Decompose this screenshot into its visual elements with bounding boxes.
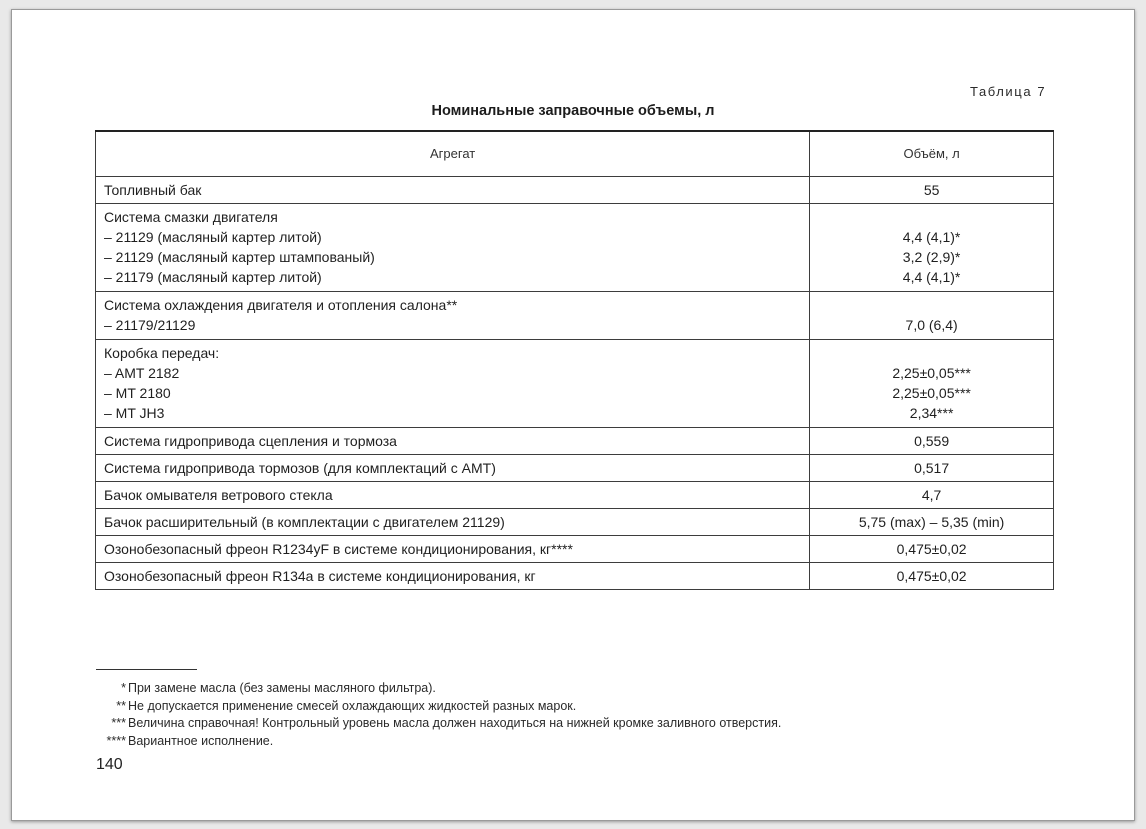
cell-unit [96, 455, 810, 482]
cell-unit [96, 536, 810, 563]
footnote-mark: *** [111, 716, 126, 730]
page-number: 140 [96, 756, 123, 773]
table-label: Таблица 7 [970, 84, 1047, 99]
cell-unit [96, 563, 810, 590]
footnote-mark: **** [106, 733, 126, 748]
cell-line: 4,4 (4,1)* [902, 229, 961, 245]
cell-unit [96, 177, 810, 204]
cell-line: 0,559 [914, 433, 950, 449]
cell-line: Система охлаждения двигателя и отопления салона** [104, 297, 458, 313]
cell-volume [810, 204, 1054, 292]
table-row [96, 177, 1054, 204]
cell-line: – 21129 (масляный картер литой) [104, 229, 322, 245]
table-body [96, 177, 1054, 590]
footnote [96, 715, 781, 733]
cell-line [818, 207, 1045, 227]
cell-unit [96, 340, 810, 428]
cell-line: 2,25±0,05*** [892, 385, 971, 401]
cell-line: – MT JH3 [104, 405, 165, 421]
cell-volume [810, 482, 1054, 509]
cell-line: 0,475±0,02 [896, 568, 967, 584]
cell-line [818, 343, 1045, 363]
table-header-row [96, 131, 1054, 177]
table-row [96, 563, 1054, 590]
table-row [96, 292, 1054, 340]
cell-line: – MT 2180 [104, 385, 171, 401]
cell-unit [96, 509, 810, 536]
cell-unit [96, 428, 810, 455]
cell-line: 2,34*** [909, 405, 954, 421]
table-row [96, 455, 1054, 482]
cell-line: – 21129 (масляный картер штампованый) [104, 249, 375, 265]
cell-line: Бачок расширительный (в комплектации с двигателем 21129) [104, 514, 505, 530]
cell-line: Озонобезопасный фреон R134a в системе кондиционирования, кг [104, 568, 536, 584]
cell-line: 0,517 [914, 460, 950, 476]
cell-line: Топливный бак [104, 182, 202, 198]
cell-line: Система гидропривода тормозов (для комплектаций с АМТ) [104, 460, 496, 476]
footnote [96, 733, 781, 751]
cell-volume [810, 177, 1054, 204]
cell-line: 5,75 (max) – 5,35 (min) [858, 514, 1005, 530]
table-row [96, 340, 1054, 428]
header-volume: Объём, л [810, 131, 1054, 177]
table-row [96, 482, 1054, 509]
cell-line: Бачок омывателя ветрового стекла [104, 487, 333, 503]
cell-line: 3,2 (2,9)* [902, 249, 961, 265]
cell-line: 0,475±0,02 [896, 541, 967, 557]
cell-line: 55 [923, 182, 940, 198]
cell-volume [810, 340, 1054, 428]
table-row [96, 536, 1054, 563]
cell-line: – AMT 2182 [104, 365, 180, 381]
table-row [96, 428, 1054, 455]
footnote [96, 698, 781, 716]
document-page [11, 9, 1135, 821]
footnote-text: Величина справочная! Контрольный уровень масла должен находиться на нижней кромке заливного отверстия. [128, 716, 782, 730]
cell-line [818, 295, 1045, 315]
footnote-mark: ** [116, 698, 126, 713]
cell-volume [810, 428, 1054, 455]
fill-volumes-table [95, 130, 1054, 590]
footnote [96, 680, 781, 698]
cell-line: Коробка передач: [104, 345, 220, 361]
cell-line: 2,25±0,05*** [892, 365, 971, 381]
cell-unit [96, 292, 810, 340]
cell-line: Система гидропривода сцепления и тормоза [104, 433, 397, 449]
cell-line: 4,4 (4,1)* [902, 269, 961, 285]
cell-volume [810, 455, 1054, 482]
header-unit: Агрегат [96, 131, 810, 177]
cell-volume [810, 536, 1054, 563]
footnote-text: Вариантное исполнение. [128, 733, 274, 748]
cell-line: – 21179/21129 [104, 317, 196, 333]
cell-line: Озонобезопасный фреон R1234yF в системе кондиционирования, кг**** [104, 541, 573, 557]
cell-volume [810, 292, 1054, 340]
cell-volume [810, 509, 1054, 536]
footnote-text: При замене масла (без замены масляного фильтра). [128, 681, 436, 695]
cell-line: 7,0 (6,4) [905, 317, 958, 333]
cell-line: – 21179 (масляный картер литой) [104, 269, 322, 285]
cell-line: 4,7 [921, 487, 942, 503]
table-row [96, 509, 1054, 536]
footnotes [96, 680, 781, 750]
footnote-mark: * [121, 681, 126, 695]
footnote-text: Не допускается применение смесей охлаждающих жидкостей разных марок. [128, 698, 577, 713]
cell-unit [96, 482, 810, 509]
cell-volume [810, 563, 1054, 590]
footnote-divider [96, 669, 197, 670]
table-title: Номинальные заправочные объемы, л [431, 103, 715, 119]
cell-unit [96, 204, 810, 292]
table-row [96, 204, 1054, 292]
cell-line: Система смазки двигателя [104, 209, 278, 225]
